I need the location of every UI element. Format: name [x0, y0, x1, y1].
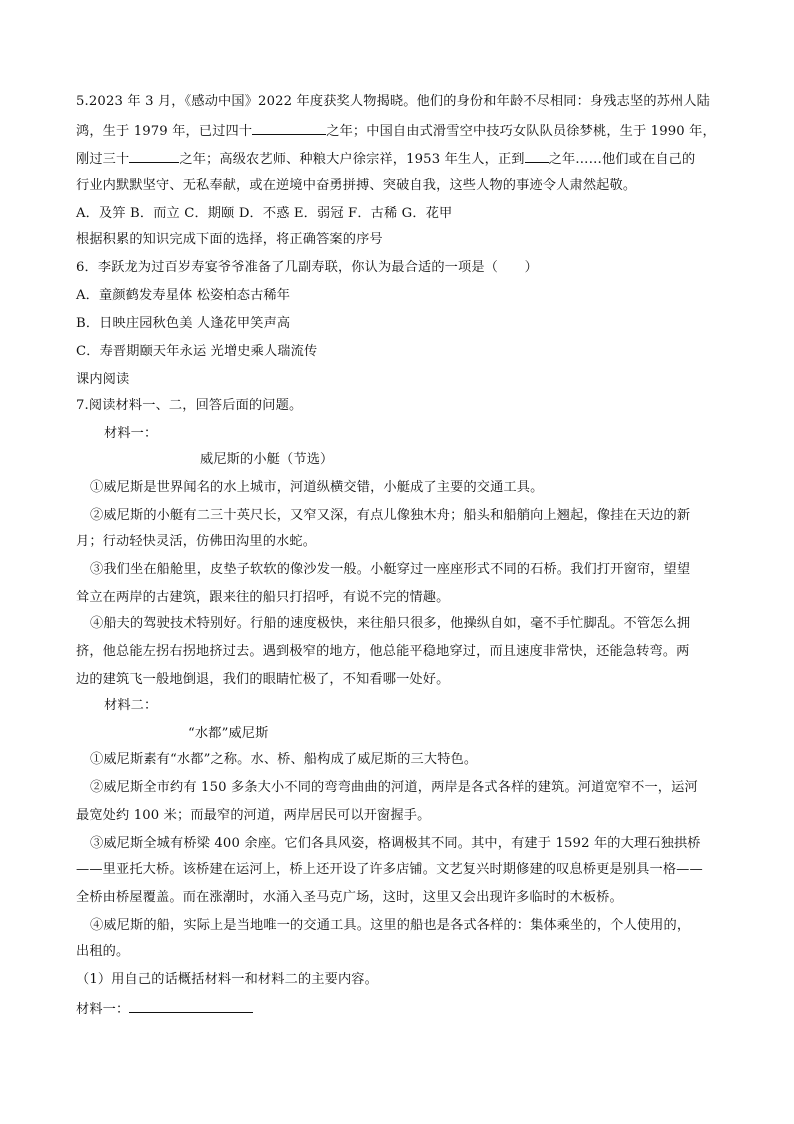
m1-paragraph-3: ③我们坐在船舱里，皮垫子软软的像沙发一般。小艇穿过一座座形式不同的石桥。我们打开窗帘，望望 — [90, 562, 691, 577]
q5-line-2 — [76, 120, 716, 142]
answer-row-material-1 — [76, 998, 253, 1020]
q5-line-3 — [76, 148, 695, 170]
section-heading-reading: 课内阅读 — [76, 372, 130, 387]
answer-label: 材料一： — [76, 1002, 130, 1017]
answer-blank-age[interactable] — [525, 148, 549, 163]
q5-line-1: 5.2023 年 3 月，《感动中国》2022 年度获奖人物揭晓。他们的身份和年龄不尽相同：身残志坚的苏州人陆 — [76, 94, 711, 109]
m2-paragraph-3: ③威尼斯全城有桥梁 400 余座。它们各具风姿，格调极其不同。其中，有建于 1592 年的大理石独拱桥 — [90, 836, 701, 851]
q5-text: 之年；高级农艺师、种粮大户徐宗祥，1953 年生人，正到 — [179, 152, 525, 167]
q6-stem: 6．李跃龙为过百岁寿宴爷爷准备了几副寿联，你认为最合适的一项是（ ） — [76, 260, 539, 275]
q5-line-4: 行业内默默坚守、无私奉献，或在逆境中奋勇拼搏、突破自我，这些人物的事迹令人肃然起敬。 — [76, 178, 637, 193]
material-2-label: 材料二： — [104, 698, 158, 713]
material-1-title: 威尼斯的小艇（节选） — [200, 452, 334, 467]
m1-paragraph-2: ②威尼斯的小艇有二三十英尺长，又窄又深，有点儿像独木舟；船头和船艄向上翘起，像挂在天边的新 — [90, 508, 691, 523]
m1-paragraph-4: ④船夫的驾驶技术特别好。行船的速度极快，来往船只很多，他操纵自如，毫不手忙脚乱。不管怎么拥 — [90, 616, 691, 631]
material-2-title: “水都”威尼斯 — [188, 726, 269, 741]
q7-stem: 7.阅读材料一、二，回答后面的问题。 — [76, 398, 303, 413]
q7-subquestion-1: （1）用自己的话概括材料一和材料二的主要内容。 — [76, 972, 378, 987]
answer-blank-forty[interactable] — [252, 120, 326, 135]
q6-option-b: B．日映庄园秋色美 人逢花甲笑声高 — [76, 316, 291, 331]
q5-text: 鸿，生于 1979 年，已过四十 — [76, 124, 253, 139]
material-1-label: 材料一： — [104, 426, 158, 441]
m1-paragraph-4-cont: 挤，他总能左拐右拐地挤过去。遇到极窄的地方，他总能平稳地穿过，而且速度非常快，还能急转弯。两 — [76, 644, 690, 659]
m2-paragraph-2-cont: 最宽处约 100 米；而最窄的河道，两岸居民可以开窗握手。 — [76, 808, 431, 823]
q6-option-c: C．寿晋期颐天年永运 光增史乘人瑞流传 — [76, 344, 318, 359]
answer-blank-thirty[interactable] — [129, 148, 179, 163]
q5-text: 之年……他们或在自己的 — [548, 152, 696, 167]
m1-paragraph-4-cont: 边的建筑飞一般地倒退，我们的眼睛忙极了，不知看哪一处好。 — [76, 672, 450, 687]
q5-text: 刚过三十 — [76, 152, 130, 167]
m2-paragraph-4-cont: 出租的。 — [76, 944, 130, 959]
m2-paragraph-4: ④威尼斯的船，实际上是当地唯一的交通工具。这里的船也是各式各样的：集体乘坐的，个人使用的， — [90, 918, 691, 933]
answer-blank-material-1[interactable] — [129, 998, 253, 1013]
m1-paragraph-2-cont: 月；行动轻快灵活，仿佛田沟里的水蛇。 — [76, 534, 317, 549]
m2-paragraph-2: ②威尼斯全市约有 150 多条大小不同的弯弯曲曲的河道，两岸是各式各样的建筑。河道宽窄不一，运河 — [90, 780, 698, 795]
q5-text: 之年；中国自由式滑雪空中技巧女队队员徐梦桃，生于 1990 年， — [326, 124, 716, 139]
m2-paragraph-1: ①威尼斯素有“水都”之称。水、桥、船构成了威尼斯的三大特色。 — [90, 752, 478, 767]
m1-paragraph-1: ①威尼斯是世界闻名的水上城市，河道纵横交错，小艇成了主要的交通工具。 — [90, 480, 544, 495]
q5-options: A．及笄 B．而立 C．期颐 D．不惑 E．弱冠 F．古稀 G．花甲 — [76, 206, 453, 221]
q6-option-a: A．童颜鹤发寿星体 松姿柏态古稀年 — [76, 288, 291, 303]
m2-paragraph-3-cont: ——里亚托大桥。该桥建在运河上，桥上还开设了许多店铺。文艺复兴时期修建的叹息桥更是别具一格—— — [76, 862, 703, 877]
section-note: 根据积累的知识完成下面的选择，将正确答案的序号 — [76, 232, 383, 247]
m2-paragraph-3-cont: 全桥由桥屋覆盖。而在涨潮时，水涌入圣马克广场，这时，这里又会出现许多临时的木板桥。 — [76, 890, 623, 905]
m1-paragraph-3-cont: 耸立在两岸的古建筑，跟来往的船只打招呼，有说不完的情趣。 — [76, 590, 450, 605]
